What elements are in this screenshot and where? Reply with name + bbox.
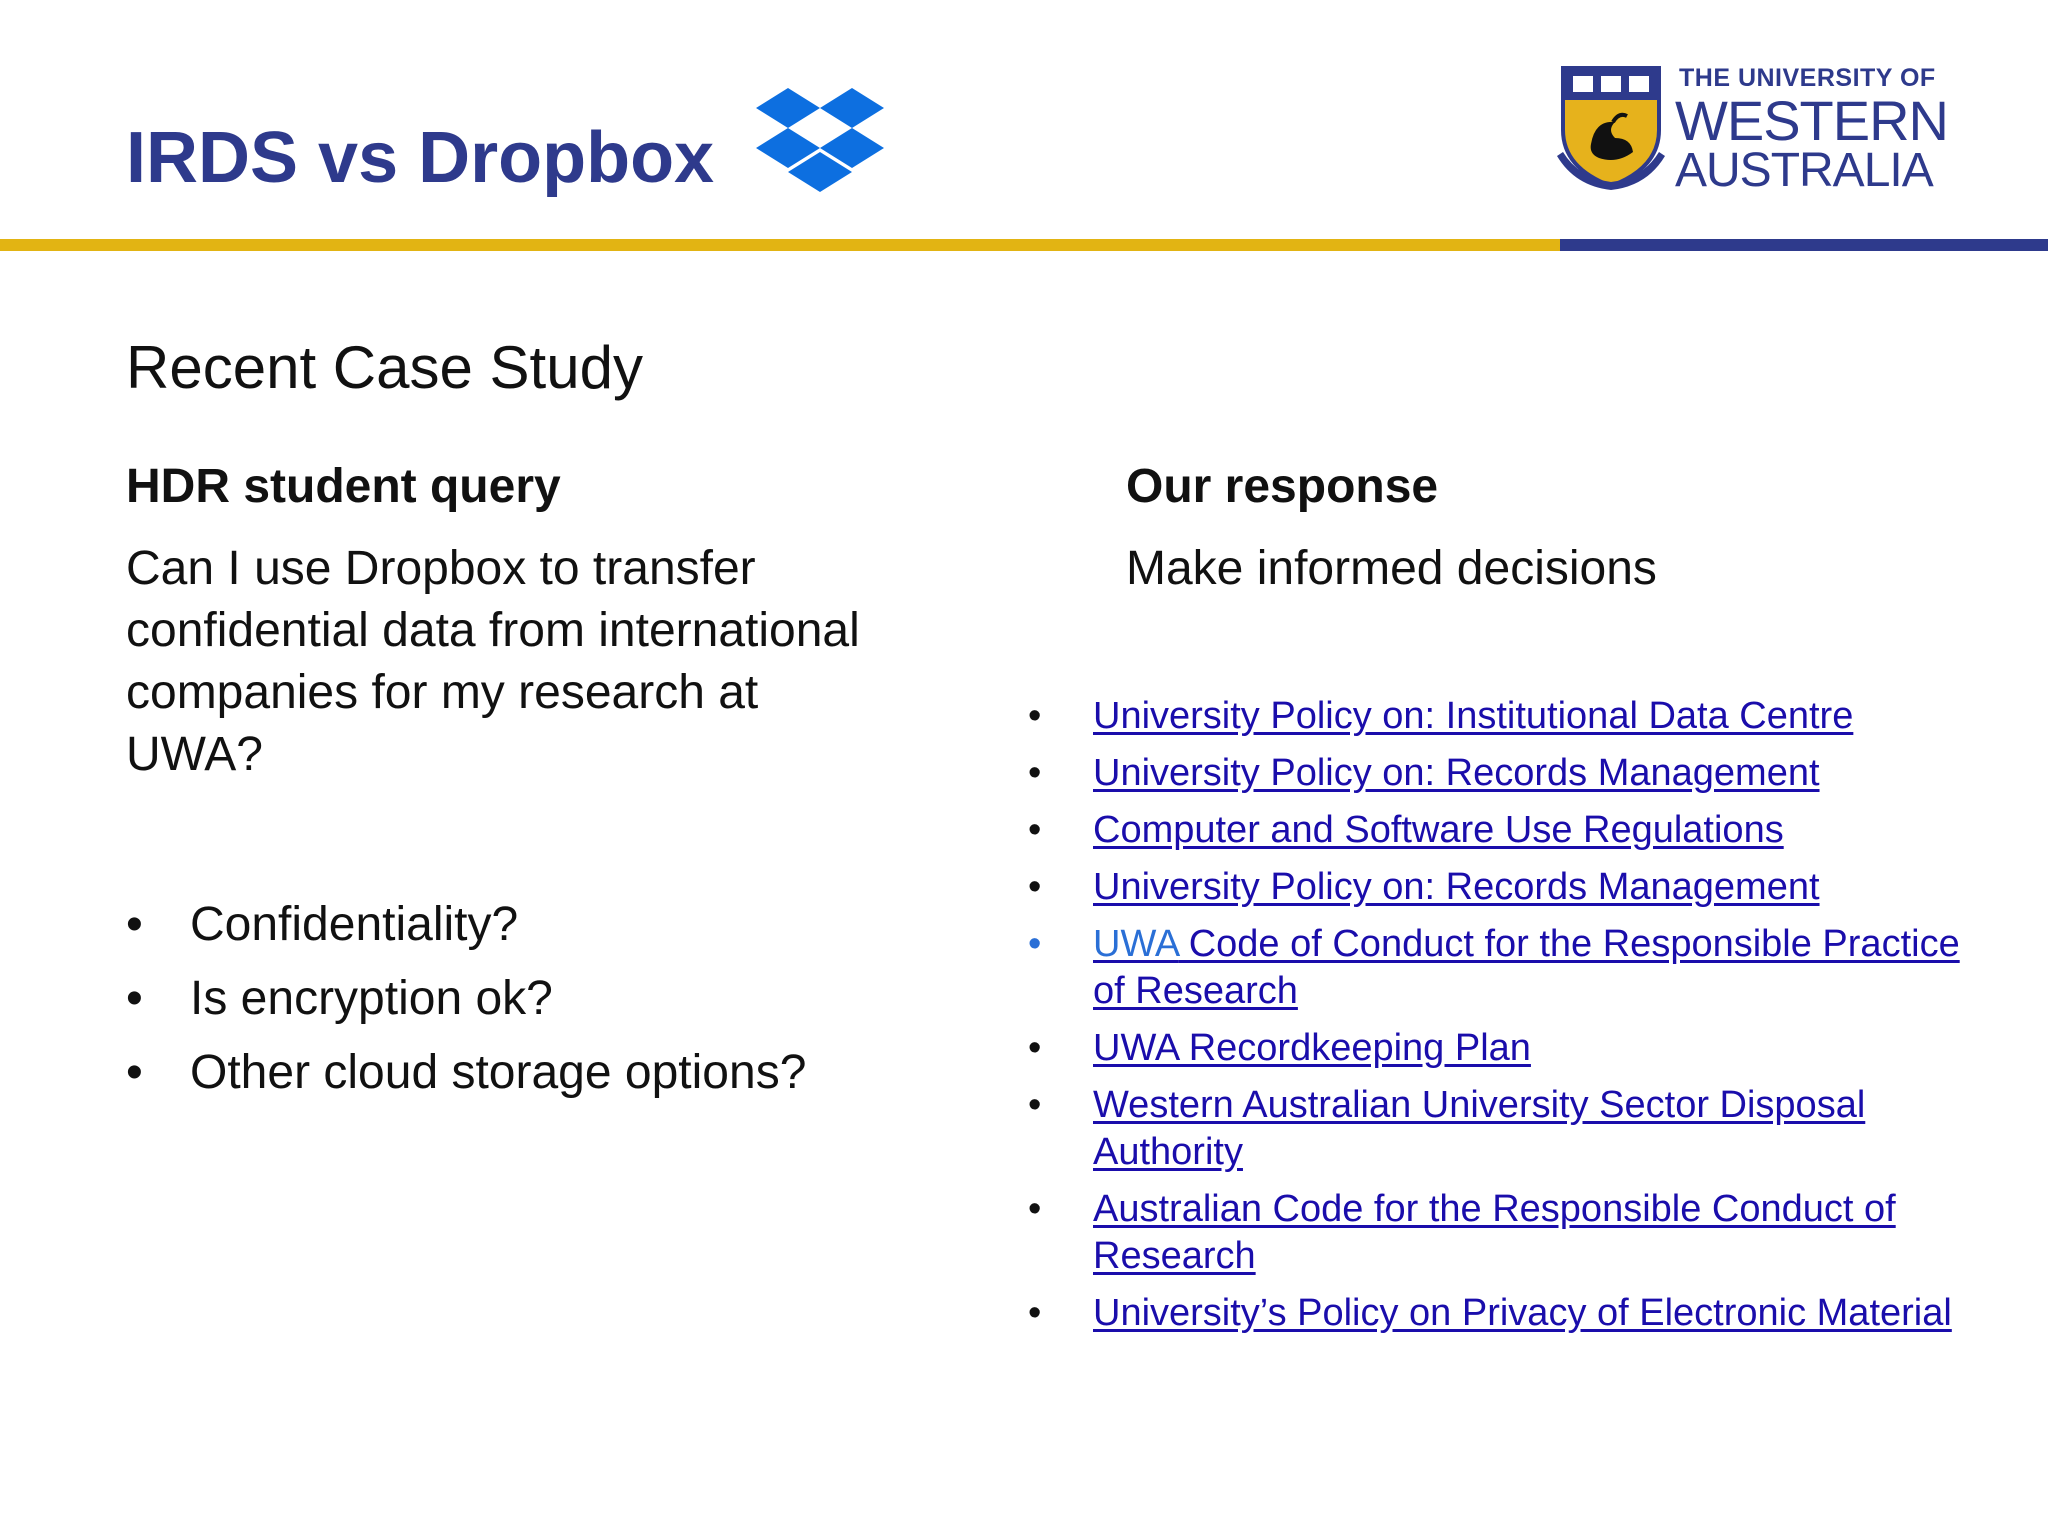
link-disposal-authority[interactable]: Western Australian University Sector Disposal Authority — [1093, 1084, 1866, 1173]
list-item: • Computer and Software Use Regulations — [1028, 809, 1784, 851]
list-item: • Australian Code for the Responsible Conduct of Research — [1028, 1188, 1896, 1277]
student-question: Can I use Dropbox to transfer confidential data from international companies for my research at UWA? — [126, 542, 860, 781]
uwa-logo — [1555, 64, 1948, 197]
link-australian-code[interactable]: Australian Code for the Responsible Conduct of Research — [1093, 1188, 1896, 1277]
logo-line-1: THE UNIVERSITY OF — [1679, 64, 1936, 92]
link-code-of-conduct[interactable]: UWA Code of Conduct for the Responsible Practice of Research — [1093, 923, 1960, 1012]
list-item: • University Policy on: Institutional Data Centre — [1028, 695, 1854, 737]
logo-line-3: AUSTRALIA — [1675, 144, 1933, 197]
list-item: • Other cloud storage options? — [126, 1046, 807, 1099]
list-item: • Confidentiality? — [126, 898, 519, 951]
link-records-management-policy[interactable]: University Policy on: Records Management — [1093, 752, 1820, 794]
policy-link-list — [1028, 693, 1988, 1347]
response-intro: Make informed decisions — [1126, 542, 1657, 595]
slide-title: IRDS vs Dropbox — [126, 118, 715, 198]
slide-subtitle: Recent Case Study — [126, 334, 643, 401]
link-privacy-policy[interactable]: University’s Policy on Privacy of Electronic Material — [1093, 1292, 1952, 1334]
logo-line-2: WESTERN — [1675, 89, 1948, 152]
list-item: • University Policy on: Records Management — [1028, 752, 1820, 794]
list-item: • Is encryption ok? — [126, 972, 553, 1025]
link-recordkeeping-plan[interactable]: UWA Recordkeeping Plan — [1093, 1027, 1531, 1069]
list-item: • UWA Recordkeeping Plan — [1028, 1027, 1531, 1069]
list-item: • University’s Policy on Privacy of Electronic Material — [1028, 1292, 1952, 1334]
left-column-heading: HDR student query — [126, 460, 561, 513]
link-computer-software-regulations[interactable]: Computer and Software Use Regulations — [1093, 809, 1784, 851]
list-item: • University Policy on: Records Management — [1028, 866, 1820, 908]
uwa-crest-icon — [1555, 64, 1673, 192]
list-item: • Western Australian University Sector Disposal Authority — [1028, 1084, 1866, 1173]
header-rule-blue — [1560, 239, 2048, 251]
link-records-management-policy-2[interactable]: University Policy on: Records Management — [1093, 866, 1820, 908]
header-rule-gold — [0, 239, 1560, 251]
link-institutional-data-centre-policy[interactable]: University Policy on: Institutional Data Centre — [1093, 695, 1854, 737]
right-column-heading: Our response — [1126, 460, 1439, 513]
question-bullet-list — [126, 888, 806, 1110]
dropbox-logo-icon — [756, 88, 884, 204]
list-item: • UWA Code of Conduct for the Responsible Practice of Research — [1028, 923, 1960, 1012]
